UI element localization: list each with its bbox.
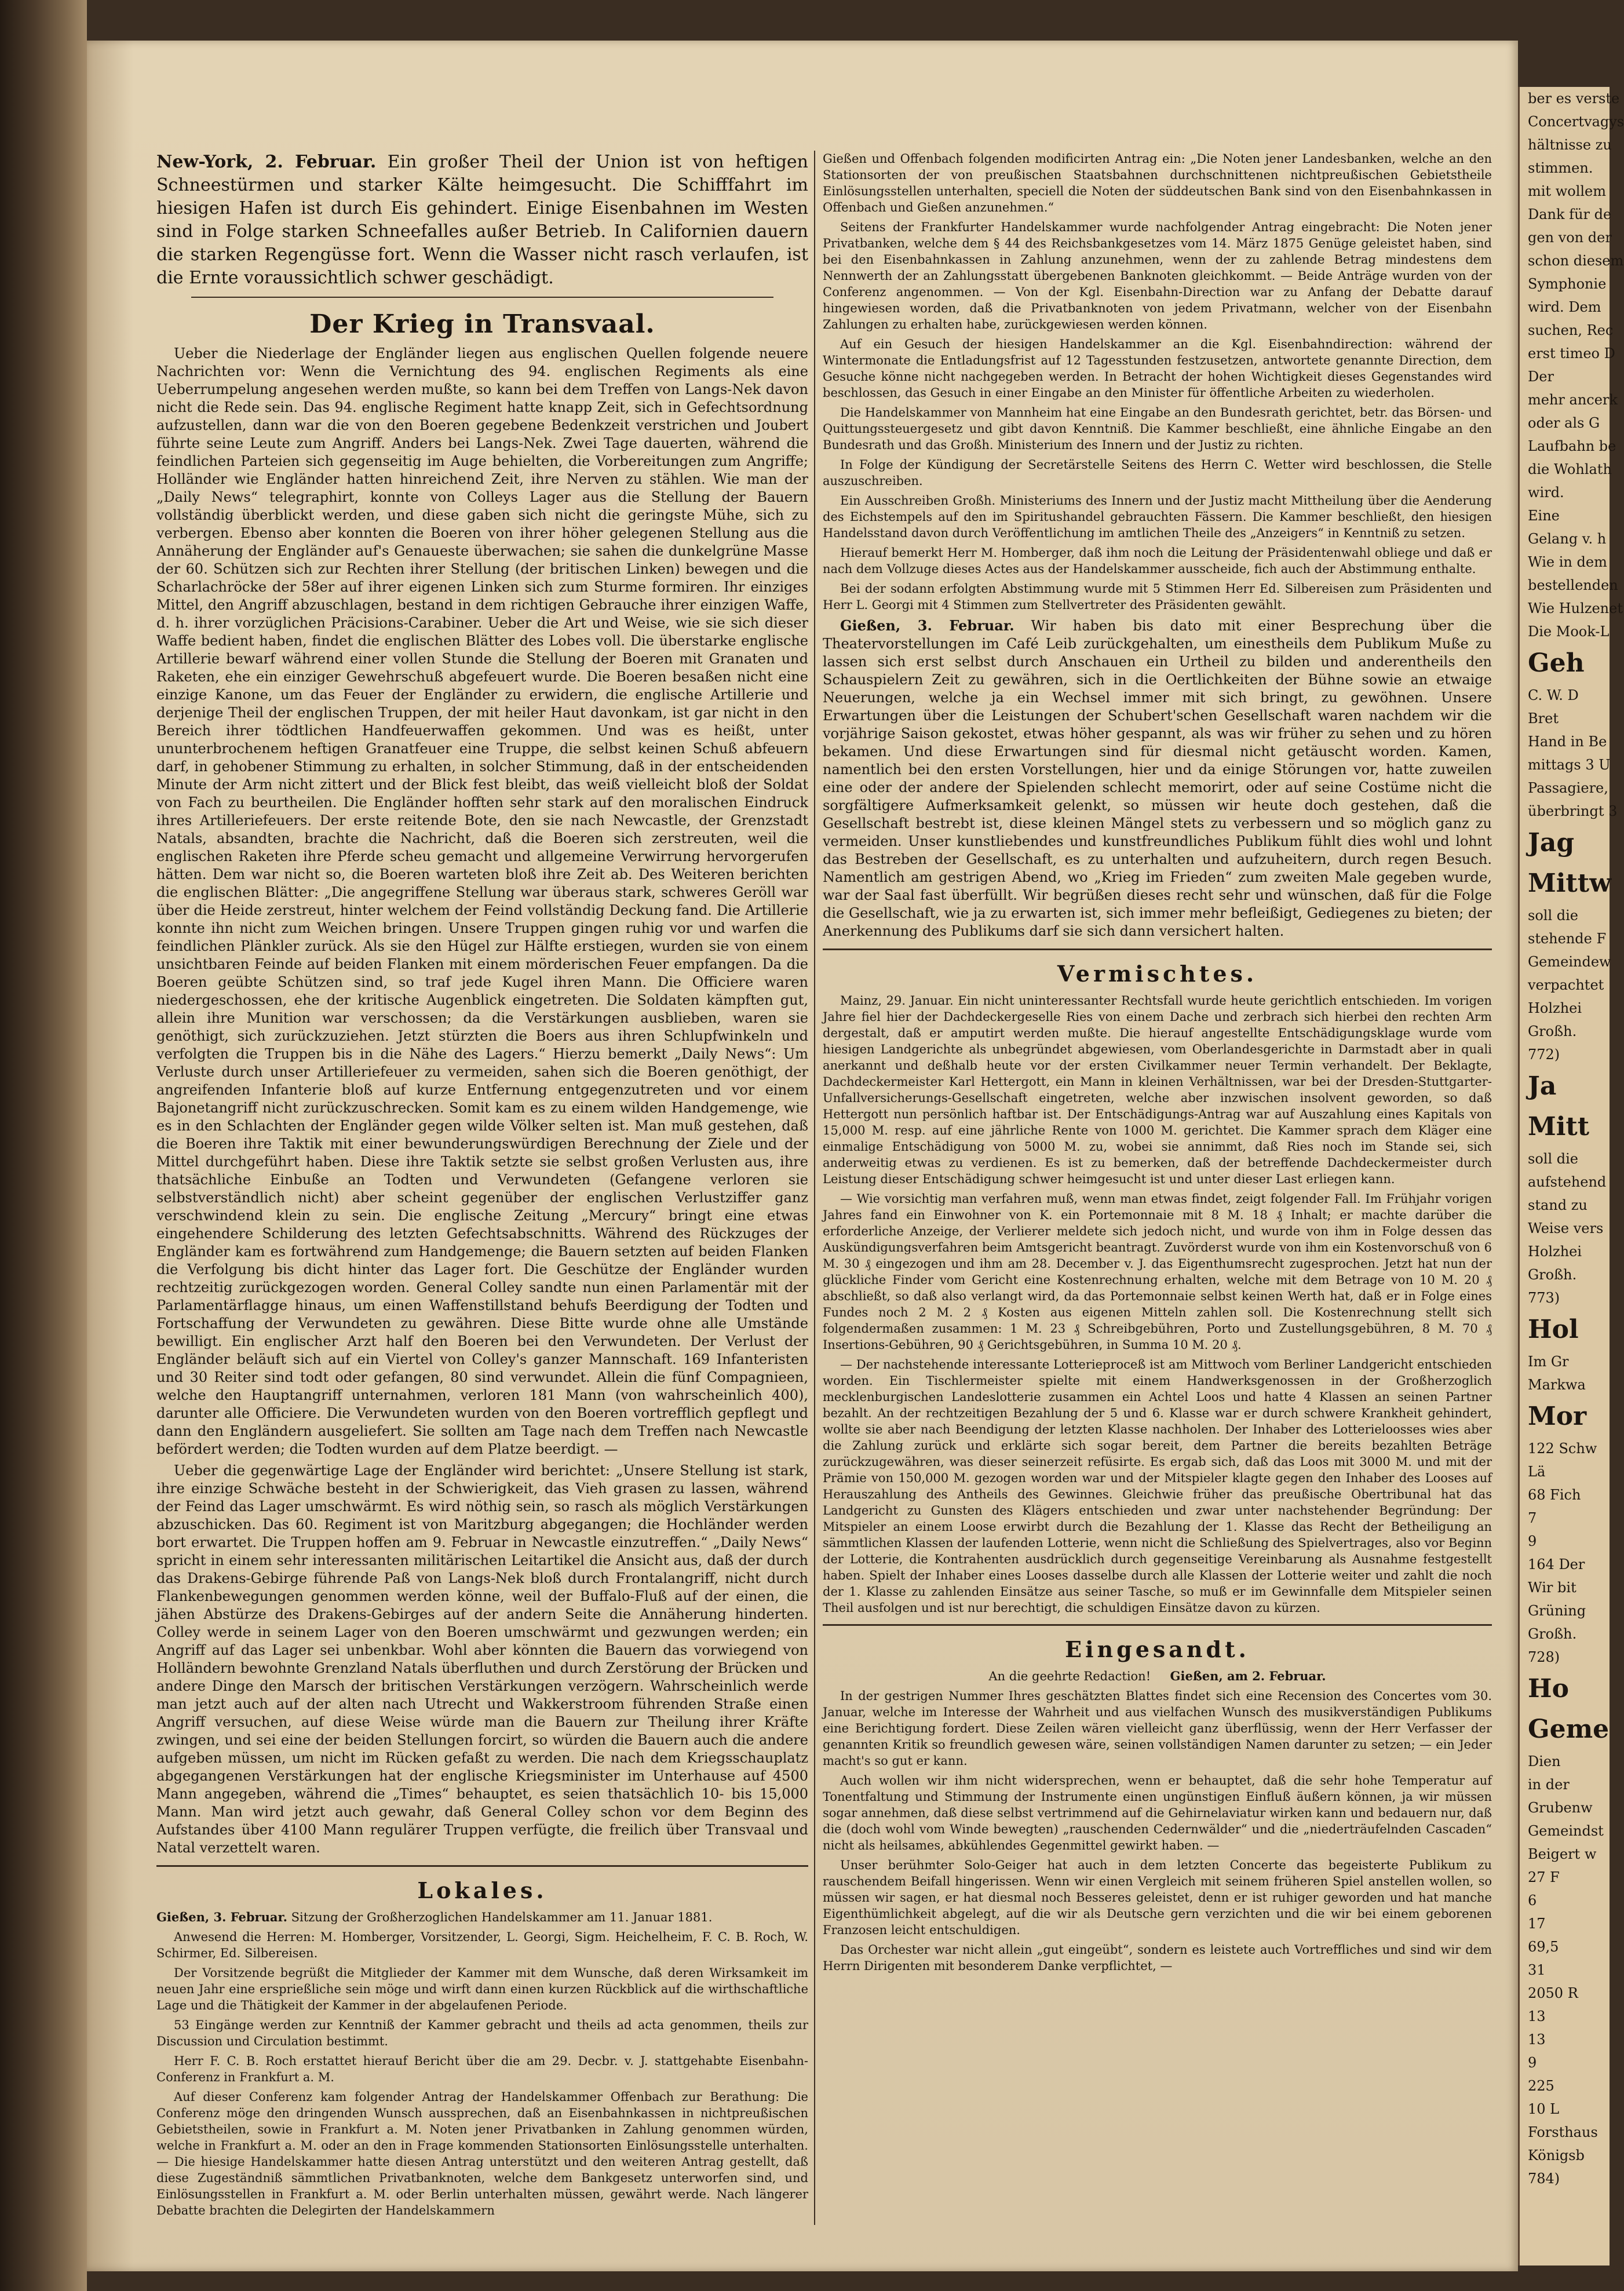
adjacent-page-text: Ja <box>1528 1071 1557 1101</box>
theater-dateline: Gießen, 3. Februar. <box>840 617 1014 634</box>
adjacent-page-text: Im Gr <box>1528 1354 1569 1370</box>
right-column <box>823 151 1492 2231</box>
theater-article <box>823 616 1492 940</box>
adjacent-page-text: Grubenw <box>1528 1800 1593 1816</box>
kammer-paragraph: Seitens der Frankfurter Handelskammer wurde nachfolgender Antrag eingebracht: Die Noten jener Privatbanken, welche dem § 44 des Reichsbankgesetzes vom 14. März 1875 Genüge geleistet haben, sind bei den Eisenbahnkassen in Zahlung anzunehmen, wenn der zu zahlende Betrag mindestens dem Nennwerth der an Zahlungsstatt übergebenen Banknoten gleichkommt. — Beide Anträge wurden von der Conferenz angenommen. — Von der Kgl. Eisenbahn-Direction war zu Anfang der Debatte darauf hingewiesen worden, daß die Privatbanknoten von jedem Privatmann, welcher von der Eisenbahn Zahlungen zu erhalten habe, zurückgewiesen werden können. <box>823 220 1492 331</box>
kammer-paragraph: Ein Ausschreiben Großh. Ministeriums des Innern und der Justiz macht Mittheilung über die Aenderung des Eichstempels auf den im Spiritushandel gebrauchten Fässern. Die Kammer beschließt, den hiesigen Handelsstand davon durch Veröffentlichung im amtlichen Theile des „Anzeigers“ in Kenntniß zu setzen. <box>823 494 1492 540</box>
adjacent-page-text: stimmen. <box>1528 160 1593 176</box>
adjacent-page-text: wird. <box>1528 484 1564 501</box>
column-divider <box>814 151 815 2225</box>
kammer-paragraph: In Folge der Kündigung der Secretärstelle Seitens des Herrn C. Wetter wird beschlossen, die Stelle auszuschreiben. <box>823 458 1492 488</box>
adjacent-page-text: Gemeindew <box>1528 954 1611 970</box>
vermischtes-paragraph: Mainz, 29. Januar. Ein nicht uninteressanter Rechtsfall wurde heute gerichtlich entschieden. Im vorigen Jahre fiel hier der Dachdeckergeselle Ries von einem Dache und zerbrach sich hierbei den rechten Arm dergestalt, daß er amputirt werden mußte. Die hierauf angestellte Entschädigungsklage wurde vom hiesigen Landgerichte als unbegründet abgewiesen, vom Oberlandesgerichte in Darmstadt aber in quali anerkannt und deßhalb heute vor der ersten Civilkammer neuer Termin verhandelt. Der Beklagte, Dachdeckermeister Karl Hettergott, ein Mann in kleinen Verhältnissen, war bei der Dresden-Stuttgarter-Unfallversicherungs-Gesellschaft eingetreten, welche aber inzwischen insolvent geworden, so daß Hettergott nun persönlich haftbar ist. Der Entschädigungs-Antrag war auf Auszahlung eines Kapitals von 15,000 M. resp. auf eine jährliche Rente von 1000 M. gerichtet. Die Kammer sprach dem Kläger eine einmalige Entschädigung von 5000 M. zu, wobei sie annimmt, daß Ries noch im Stande sei, sich anderweitig etwas zu verdienen. Es ist zu bemerken, daß der betreffende Dachdeckermeister durch Leistung dieser Entschädigung schwer heimgesucht ist und unter dieser Last erliegen kann. <box>823 994 1492 1186</box>
adjacent-page-text: Grüning <box>1528 1603 1586 1619</box>
lokales-heading: Lokales. <box>417 1877 548 1903</box>
adjacent-page-text: 27 F <box>1528 1869 1560 1885</box>
adjacent-page-text: mittags 3 U <box>1528 757 1611 773</box>
adjacent-page-text: 7 <box>1528 1510 1537 1526</box>
adjacent-page-text: Weise vers <box>1528 1220 1604 1236</box>
adjacent-page-text: Eine <box>1528 508 1560 524</box>
adjacent-page-text: 784) <box>1528 2170 1560 2187</box>
adjacent-page-text: stehende F <box>1528 931 1607 947</box>
eingesandt-heading: Eingesandt. <box>1065 1636 1250 1662</box>
adjacent-page-text: Laufbahn be <box>1528 438 1616 454</box>
adjacent-page-text: Geme <box>1528 1714 1610 1744</box>
left-column <box>156 151 808 2231</box>
eingesandt-paragraph: In der gestrigen Nummer Ihres geschätzten Blattes findet sich eine Recension des Concertes vom 30. Januar, welche im Interesse der Wahrheit und aus vielfachen Wunsch des musikverständigen Publikums eine Berichtigung fordert. Diese Zeilen wären vielleicht ganz überflüssig, wenn der Herr Verfasser der genannten Kritik so freundlich gewesen wäre, seinen vollständigen Namen darunter zu setzen; — ein Jeder macht's so gut er kann. <box>823 1689 1492 1768</box>
adjacent-page-text: mit wollem <box>1528 183 1607 199</box>
adjacent-page-text: Geh <box>1528 648 1585 678</box>
kammer-paragraph: Auf ein Gesuch der hiesigen Handelskammer an die Kgl. Eisenbahndirection: während der Wintermonate die Entladungsfrist auf 12 Tagesstunden festzusetzen, antwortete genannte Direction, dem Gesuche könne nicht nachgegeben werden. In Betracht der hohen Wichtigkeit dieses Gegenstandes wird beschlossen, das Gesuch in einer Eingabe an den Minister für öffentliche Arbeiten zu wiederholen. <box>823 337 1492 400</box>
adjacent-page-text: Holzhei <box>1528 1243 1582 1260</box>
eingesandt-paragraph: Unser berühmter Solo-Geiger hat auch in dem letzten Concerte das begeisterte Publikum zu rauschendem Beifall hingerissen. Wenn wir einen Vergleich mit seinem früheren Spiel anstellen wollen, so müssen wir sagen, er hat diesmal noch Besseres geleistet, denn er ist ruhiger geworden und hat manche Eigenthümlichkeit abgelegt, auf die wir als Deutsche gern verzichten und die wir bei einem geborenen Franzosen leicht entschuldigen. <box>823 1858 1492 1937</box>
adjacent-page-text: 164 Der <box>1528 1556 1585 1573</box>
newspaper-page <box>87 41 1518 2271</box>
adjacent-page-text: Gemeindst <box>1528 1823 1604 1839</box>
adjacent-page-text: oder als G <box>1528 415 1600 431</box>
adjacent-page-text: 13 <box>1528 2031 1546 2048</box>
adjacent-page-text: soll die <box>1528 1151 1578 1167</box>
adjacent-page-text: Mittw <box>1528 869 1611 898</box>
eingesandt-address <box>823 1668 1492 1684</box>
adjacent-page-text: verpachtet <box>1528 977 1604 993</box>
adjacent-page-text: 122 Schw <box>1528 1440 1597 1457</box>
adjacent-page-text: Holzhei <box>1528 1000 1582 1016</box>
newyork-text: Ein großer Theil der Union ist von heftigen Schneestürmen und starker Kälte heimgesucht. Die Schifffahrt im hiesigen Hafen ist durch Eis gehindert. Einige Eisenbahnen im Westen sind in Folge starken Schneefalles außer Betrieb. In Californien dauern die starken Regengüsse fort. Wenn die Wasser nicht rasch verlaufen, ist die Ernte voraussichtlich schwer geschädigt. <box>156 152 808 288</box>
lokales-paragraph: Herr F. C. B. Roch erstattet hierauf Bericht über die am 29. Decbr. v. J. stattgehabte Eisenbahn-Conferenz in Frankfurt a. M. <box>156 2054 808 2084</box>
section-rule <box>156 1865 808 1867</box>
adjacent-page-text: 2050 R <box>1528 1985 1578 2001</box>
kammer-paragraph: Die Handelskammer von Mannheim hat eine Eingabe an den Bundesrath gerichtet, betr. das Börsen- und Quittungssteuergesetz und gibt davon Kenntniß. Die Kammer beschließt, eine ähnliche Eingabe an den Bundesrath und das Großh. Ministerium des Innern und der Justiz zu richten. <box>823 406 1492 452</box>
vermischtes-heading: Vermischtes. <box>1057 961 1258 987</box>
eingesandt-salutation: An die geehrte Redaction! <box>988 1669 1151 1683</box>
adjacent-page-text: Der <box>1528 369 1554 385</box>
lokales-paragraph: Anwesend die Herren: M. Homberger, Vorsitzender, L. Georgi, Sigm. Heichelheim, F. C. B. Roch, W. Schirmer, Ed. Silbereisen. <box>156 1930 808 1960</box>
lokales-dateline: Gießen, 3. Februar. <box>156 1910 287 1924</box>
eingesandt-paragraph: Das Orchester war nicht allein „gut eingeübt“, sondern es leistete auch Vortreffliches und sind wir dem Herrn Dirigenten mit besonderem Danke verpflichtet, — <box>823 1943 1492 1973</box>
adjacent-page-text: 728) <box>1528 1649 1560 1665</box>
adjacent-page-text: die Wohlath <box>1528 461 1612 477</box>
kammer-paragraph: Bei der sodann erfolgten Abstimmung wurde mit 5 Stimmen Herr Ed. Silbereisen zum Präsidenten und Herr L. Georgi mit 4 Stimmen zum Stellvertreter des Präsidenten gewählt. <box>823 582 1492 612</box>
adjacent-page-text: Lä <box>1528 1464 1546 1480</box>
adjacent-page-text: Großh. <box>1528 1626 1577 1642</box>
kammer-paragraph: Gießen und Offenbach folgenden modificirten Antrag ein: „Die Noten jener Landesbanken, welche an den Stationsorten der von preußischen Staatsbahnen durchschnittenen nichtpreußischen Gebietstheile Einlösungsstellen unterhalten, speciell die Noten der süddeutschen Bank sind von den Eisenbahnkassen in Offenbach und Gießen anzunehmen.“ <box>823 152 1492 214</box>
lokales-session <box>156 1909 808 1925</box>
adjacent-page-text: überbringt 3 <box>1528 803 1618 819</box>
adjacent-page-text: 69,5 <box>1528 1939 1559 1955</box>
adjacent-page-text: aufstehend <box>1528 1174 1607 1190</box>
adjacent-page-text: 772) <box>1528 1046 1560 1063</box>
newyork-article <box>156 151 808 290</box>
adjacent-page-text: wird. Dem <box>1528 299 1601 315</box>
adjacent-page-text: gen von der <box>1528 229 1612 246</box>
adjacent-page-text: Dank für de <box>1528 206 1612 222</box>
adjacent-page-text: ber es verste <box>1528 90 1620 107</box>
section-rule <box>191 297 773 298</box>
adjacent-page-text: Jag <box>1528 828 1575 858</box>
adjacent-page-text: 13 <box>1528 2008 1546 2024</box>
theater-text: Wir haben bis dato mit einer Besprechung über die Theatervorstellungen im Café Leib zurückgehalten, um einestheils dem Publikum Muße zu lassen sich erst selbst durch Anschauen ein Urtheil zu bilden und anderentheils den Schauspielern Zeit zu gewähren, sich in die Oertlichkeiten der Bühne sowie an etwaige Neuerungen, welche ja ein Wechsel immer mit sich bringt, zu gewöhnen. Unsere Erwartungen über die Leistungen der Schubert'schen Gesellschaft waren nachdem wir die vorjährige Saison gekostet, etwas höher gespannt, als was wir früher zu sehen und zu hören bekamen. Und diese Erwartungen sind für diesmal nicht getäuscht worden. Kamen, namentlich bei den ersten Vorstellungen, hier und da einige Störungen vor, hatte zuweilen eine oder der andere der Spielenden schlecht memorirt, oder auf seine Costüme nicht die sorgfältigere Aufmerksamkeit gelenkt, so müssen wir heute doch gestehen, daß die Gesellschaft bestrebt ist, diese kleinen Mängel stets zu verbessern und so möglich ganz zu vermeiden. Unser kunstliebendes und kunstfreundliches Publikum fühlt dies wohl und lohnt das Bestreben der Gesellschaft, es zu unterhalten und aufzuheitern, durch regen Besuch. Namentlich am gestrigen Abend, wo „Krieg im Frieden“ zum zweiten Male gegeben wurde, war der Saal fast überfüllt. Wir begrüßen dieses recht sehr und wünschen, daß für die Folge die Gesellschaft, wie ja zu erwarten ist, sich immer mehr befleißigt, Gediegenes zu bieten; der Anerkennung des Publikums darf sie sich dann versichert halten. <box>823 618 1492 939</box>
adjacent-page-text: Dien <box>1528 1753 1561 1770</box>
adjacent-page-text: 31 <box>1528 1962 1546 1978</box>
adjacent-page-text: Wir bit <box>1528 1579 1576 1596</box>
adjacent-page-text: hältnisse zu <box>1528 137 1612 153</box>
adjacent-page-text: Großh. <box>1528 1267 1577 1283</box>
adjacent-page-text: 10 L <box>1528 2101 1560 2117</box>
adjacent-page-text: erst timeo D <box>1528 345 1615 362</box>
adjacent-page-text: mehr ancerk <box>1528 392 1618 408</box>
transvaal-paragraph-1: Ueber die Niederlage der Engländer liegen aus englischen Quellen folgende neuere Nachrichten vor: Wenn die Vernichtung des 94. englischen Regiments als eine Ueberrumpelung angesehen werden mußte, so kann bei dem Treffen von Langs-Nek davon nicht die Rede sein. Das 94. englische Regiment hatte knapp Zeit, sich in Gefechtsordnung aufzustellen, dann war die von den Boeren gegebene Bedenkzeit verstrichen und Joubert führte seine Leute zum Angriff. Anders bei Langs-Nek. Zwei Tage dauerten, während die feindlichen Parteien sich gegenseitig im Auge behielten, die Vorbereitungen zum Angriffe; Holländer wie Engländer hatten hinreichend Zeit, ihre Nerven zu stählen. Wie man der „Daily News“ telegraphirt, konnte von Colleys Lager aus die Stellung der Bauern vollständig überblickt werden, und diese gaben sich nicht die geringste Mühe, sich zu verbergen. Ebenso aber konnten die Boeren von ihrer höher gelegenen Stellung aus die Annäherung der Engländer auf's Genaueste überwachen; sie sahen die dunkelgrüne Masse der 60. Schützen sich zur Rechten ihrer Stellung (der britischen Linken) bewegen und die Scharlachröcke der 58er auf ihrer eigenen Linken sich zum Sturme formiren. Ihr einziges Mittel, den Angriff abzuschlagen, bestand in dem richtigen Gebrauche ihrer einzigen Waffe, d. h. ihrer vorzüglichen Präcisions-Carabiner. Ueber die Art und Weise, wie sie sich dieser Waffe bedient haben, findet die englischen Blätter des Lobes voll. Die überstarke englische Artillerie bewarf während einer vollen Stunde die Stellung der Boeren mit Granaten und Raketen, ehe ein einziger Gewehrschuß abgefeuert wurde. Die Boeren besaßen nicht eine einzige Kanone, um das Feuer der Engländer zu erwidern, die englische Artillerie und derjenige Theil der englischen Truppen, der mit heiler Haut davonkam, ist gar nicht in den Bereich ihrer tödtlichen Handfeuerwaffen gekommen. Und was es heißt, unter ununterbrochenem heftigen Granatfeuer eine Truppe, die selbst keinen Schuß abfeuern darf, in gehobener Stimmung zu erhalten, in solcher Stimmung, daß in der entscheidenden Minute der Arm nicht zittert und der Blick fest bleibt, das weiß vielleicht bloß der Soldat von Fach zu beurtheilen. Die Engländer hofften sehr stark auf den moralischen Eindruck ihres Artilleriefeuers. Der erste reitende Bote, den sie nach Newcastle, der Grenzstadt Natals, absandten, brachte die Nachricht, daß die Boeren sich zerstreuten, weil die englischen Raketen ihre Pferde scheu gemacht und allgemeine Verwirrung hervorgerufen hätten. Dem war nicht so, die Boeren warteten bloß ihre Zeit ab. Des Weiteren berichten die englischen Blätter: „Die angegriffene Stellung war überaus stark, schweres Geröll war über die Heide zerstreut, hinter welchem der Feind vollständig Deckung fand. Die Artillerie konnte ihn nicht zum Weichen bringen. Unsere Truppen gingen ruhig vor und warfen die feindlichen Plänkler zurück. Als sie den Hügel zur Hälfte erstiegen, wurden sie von einem unsichtbaren Feinde auf beiden Flanken mit einem mörderischen Feuer empfangen. Da die Boeren geübte Schützen sind, so traf jede Kugel ihren Mann. Die Officiere waren niedergeschossen, ehe der kritische Augenblick eingetreten. Die Soldaten kämpften gut, allein ihre Munition war verschossen; da die Verstärkungen ausblieben, waren sie genöthigt, sich zurückzuziehen. Jetzt stürzten die Boers aus ihren Schlupfwinkeln und verfolgten die Truppen bis in die Nähe des Lagers.“ Hierzu bemerkt „Daily News“: Um Verluste durch unser Artilleriefeuer zu vermeiden, sahen sich die Boeren genöthigt, der angreifenden Infanterie bloß auf kurze Entfernung entgegenzutreten und vor einem Bajonetangriff nicht zurückzuschrecken. Somit kam es zu einem wilden Handgemenge, wie es in den Schlachten der Engländer gegen wilde Völker selten ist. Man muß gestehen, daß die Boeren ihre Taktik mit einer bewunderungswürdigen Berechnung der Ziele und der Mittel durchgeführt haben. Diese ihre Taktik setzte sie selbst großen Verlusten aus, ihre thatsächliche Einbuße an Todten und Verwundeten (Gefangene verloren sie selbstverständlich nicht) aber scheint gegenüber der englischen Verlustziffer ganz verschwindend klein zu sein. Die englische Zeitung „Mercury“ bringt eine etwas eingehendere Schilderung des letzten Gefechtsabschnitts. Während des Rückzuges der Engländer kam es fortwährend zum Handgemenge; die Bauern setzten auf beiden Flanken die Verfolgung bis dicht hinter das Lager fort. Die Geschütze der Engländer wurden rechtzeitig zurückgezogen worden. General Colley sandte nun einen Parlamentär mit der Parlamentärflagge hinaus, um einen Waffenstillstand behufs Beerdigung der Todten und Fortschaffung der Verwundeten zu gewähren. Diese Bitte wurde ohne alle Umstände bewilligt. Ein englischer Arzt half den Boeren bei den Verwundeten. Der Verlust der Engländer beläuft sich auf ein Viertel von Colley's ganzer Mannschaft. 169 Infanteristen und 30 Reiter sind todt oder gefangen, 80 sind verwundet. Allein die fünf Compagnieen, welche den Hauptangriff unternahmen, verloren 181 Mann (von wahrscheinlich 400), darunter alle Officiere. Die Verwundeten wurden von den Boeren vortrefflich gepflegt und dann den Engländern ausgeliefert. Sie sollten am Tage nach dem Treffen nach Newcastle befördert werden; die Todten wurden auf dem Platze beerdigt. — <box>156 345 808 1457</box>
adjacent-page-text: Mitt <box>1528 1112 1590 1141</box>
section-rule <box>823 948 1492 950</box>
vermischtes-paragraph: — Der nachstehende interessante Lotterieproceß ist am Mittwoch vom Berliner Landgericht entschieden worden. Ein Tischlermeister spielte mit einem Handwerksgenossen in der Großherzoglich mecklenburgischen Landeslotterie zusammen ein Achtel Loos und hatte 4 Klassen an seinen Partner bezahlt. An der rechtzeitigen Bezahlung der 5 und 6. Klasse war er durch schwere Krankheit gehindert, wollte sie aber nach Beendigung der letzten Klasse nachholen. Der Inhaber des Lotterieloosses wies aber die Zahlung zurück und erklärte sich sogar bereit, dem Partner die bereits bezahlten Beträge zurückzugewähren, was dieser seinerzeit refüsirte. Es ergab sich, daß das Loos mit 3000 M. und mit der Prämie von 150,000 M. gezogen worden war und der Mitspieler klagte gegen den Inhaber des Looses auf Herauszahlung des Antheils des Gewinnes. Gleichwie früher das preußische Obertribunal hat das Landgericht zu Gunsten des Klägers entschieden und zwar unter nachstehender Begründung: Der Mitspieler an einem Loose erwirbt durch die Bezahlung der 1. Klasse das Recht der Betheiligung an sämmtlichen Klassen der laufenden Lotterie, wenn nicht die Schließung des Spielvertrages, also vor Beginn der Lotterie, die Kontrahenten ausdrücklich durch gegenseitige Vereinbarung als Ausnahme festgestellt haben. Spielt der Inhaber eines Looses dasselbe durch alle Klassen der Lotterie weiter und zahlt die noch der 1. Klasse zu zahlenden Einsätze aus seiner Tasche, so muß er im Gewinnfalle dem Mitspieler seinen Theil ausfolgen und ist nur berechtigt, die schuldigen Einsätze davon zu kürzen. <box>823 1358 1492 1615</box>
newyork-dateline: New-York, 2. Februar. <box>156 152 377 172</box>
adjacent-page-text: Bret <box>1528 710 1559 727</box>
adjacent-page-text: Hand in Be <box>1528 734 1607 750</box>
adjacent-page-text: 9 <box>1528 2055 1537 2071</box>
adjacent-page-text: Mor <box>1528 1402 1587 1431</box>
adjacent-page-text: Hol <box>1528 1315 1579 1344</box>
transvaal-heading: Der Krieg in Transvaal. <box>309 309 655 339</box>
adjacent-page-text: 6 <box>1528 1892 1537 1909</box>
adjacent-page-text: 773) <box>1528 1290 1560 1306</box>
adjacent-page-text: 9 <box>1528 1533 1537 1549</box>
adjacent-page-text: suchen, Rec <box>1528 322 1614 338</box>
kammer-paragraph: Hierauf bemerkt Herr M. Homberger, daß ihm noch die Leitung der Präsidentenwahl obliege und daß er nach dem Vollzuge dieses Actes aus der Handelskammer ausscheide, fich auch der Abstimmung enthalte. <box>823 546 1492 576</box>
adjacent-page-text: Die Mook-L <box>1528 623 1610 640</box>
adjacent-page-text: Passagiere, <box>1528 780 1608 796</box>
adjacent-page-text: Großh. <box>1528 1023 1577 1039</box>
adjacent-page-text: Wie Hulzenet <box>1528 600 1623 616</box>
adjacent-page-fragment <box>1518 87 1624 2266</box>
adjacent-page-text: in der <box>1528 1776 1570 1793</box>
adjacent-page-text: bestellenden <box>1528 577 1618 593</box>
vermischtes-paragraph: — Wie vorsichtig man verfahren muß, wenn man etwas findet, zeigt folgender Fall. Im Frühjahr vorigen Jahres fand ein Einwohner von K. ein Portemonnaie mit 8 M. 18 ₰ Inhalt; er machte darüber die erforderliche Anzeige, der Verlierer meldete sich jedoch nicht, und wurde von ihm in Folge dessen das Auskündigungsverfahren beim Amtsgericht beantragt. Zuvörderst wurde von ihm ein Kostenvorschuß von 6 M. 30 ₰ eingezogen und ihm am 28. December v. J. das Eigenthumsrecht zugesprochen. Jetzt hat nun der glückliche Finder vom Gericht eine Kostenrechnung erhalten, welche mit dem Betrage von 10 M. 20 ₰ abschließt, so daß also verlangt wird, da das Portemonnaie selbst keinen Werth hat, daß er in Folge eines Fundes noch 2 M. 2 ₰ Kosten aus eigenen Mitteln zahlen soll. Die Kostenrechnung stellt sich folgendermaßen zusammen: 1 M. 23 ₰ Schreibgebühren, Porto und Zustellungsgebühren, 8 M. 70 ₰ Insertions-Gebühren, 90 ₰ Gerichtsgebühren, in Summa 10 M. 20 ₰. <box>823 1192 1492 1352</box>
section-rule <box>823 1624 1492 1626</box>
adjacent-page-text: schon diesem <box>1528 253 1624 269</box>
adjacent-page-text: soll die <box>1528 907 1578 924</box>
lokales-paragraph: 53 Eingänge werden zur Kenntniß der Kammer gebracht und theils ad acta genommen, theils zur Discussion und Circulation bestimmt. <box>156 2018 808 2048</box>
adjacent-page-text: stand zu <box>1528 1197 1587 1213</box>
adjacent-page-text: Markwa <box>1528 1377 1586 1393</box>
adjacent-page-text: 225 <box>1528 2078 1554 2094</box>
adjacent-page-text: Forsthaus <box>1528 2124 1598 2140</box>
adjacent-page-text: 68 Fich <box>1528 1487 1581 1503</box>
lokales-paragraph: Der Vorsitzende begrüßt die Mitglieder der Kammer mit dem Wunsche, daß deren Wirksamkeit im neuen Jahr eine ersprießliche sein möge und wirft dann einen kurzen Rückblick auf die wirthschaftliche Lage und die Thätigkeit der Kammer in der abgelaufenen Periode. <box>156 1966 808 2012</box>
adjacent-page-text: C. W. D <box>1528 687 1579 703</box>
lokales-session-title: Sitzung der Großherzoglichen Handelskammer am 11. Januar 1881. <box>291 1910 713 1924</box>
adjacent-page-text: Concertvagys <box>1528 114 1624 130</box>
lokales-paragraph: Auf dieser Conferenz kam folgender Antrag der Handelskammer Offenbach zur Berathung: Die Conferenz möge den dringenden Wunsch aussprechen, daß an Eisenbahnkassen in nichtpreußischen Gebietstheilen, sowie in Frankfurt a. M. Noten jener Privatbanken in Zahlung genommen würden, welche in Frankfurt a. M. oder an den in Frage kommenden Stationsorten Einlösungsstelle unterhalten. — Die hiesige Handelskammer hatte diesen Antrag unterstützt und den weiteren Antrag gestellt, daß diese Zugeständniß sämmtlichen Privatbanknoten, welche dem Bankgesetz unterworfen sind, und Einlösungsstellen in Frankfurt a. M. oder Berlin unterhalten müssen, gewährt werde. Nach längerer Debatte brachten die Delegirten der Handelskammern <box>156 2090 808 2217</box>
adjacent-page-text: Ho <box>1528 1674 1569 1703</box>
adjacent-page-text: Gelang v. h <box>1528 531 1607 547</box>
adjacent-page-text: Königsb <box>1528 2147 1585 2164</box>
transvaal-paragraph-2: Ueber die gegenwärtige Lage der Engländer wird berichtet: „Unsere Stellung ist stark, ihre einzige Schwäche besteht in der Schwierigkeit, das Vieh grasen zu lassen, während der Feind das Lager umschwärmt. Es wird nöthig sein, so rasch als möglich Verstärkungen abzuschicken. Das 60. Regiment ist von Maritzburg abgegangen; die Hochländer werden bort erwartet. Die Truppen hoffen am 9. Februar in Newcastle einzutreffen.“ „Daily News“ spricht in einem sehr interessanten militärischen Leitartikel die Ansicht aus, daß der durch das Drakens-Gebirge führende Paß von Langs-Nek bloß durch Frontalangriff, nicht durch Flankenbewegungen genommen werden könne, weil der Buffalo-Fluß auf der einen, die jähen Abstürze des Drakens-Gebirges auf der andern Seite die Annäherung hinderten. Colley werde in seinem Lager von den Boeren umschwärmt und gezwungen werden; ein Angriff auf das Lager sei unbenkbar. Wohl aber könnten die Bauern das vorwiegend von Holländern bewohnte Grenzland Natals überfluthen und durch Zerstörung der Brücken und andere Dinge den Marsch der britischen Verstärkungen verzögern. Wahrscheinlich werde man jetzt auch auf der alten nach Utrecht und Wakkerstroom führenden Straße einen Angriff versuchen, auf diese Weise würde man die Bauern zur Theilung ihrer Kräfte zwingen, und sei eine der beiden Stellungen forcirt, so würden die Bauern auch die andere aufgeben müssen, um nicht im Rücken gefaßt zu werden. Die nach dem Kriegsschauplatz abgegangenen Verstärkungen hat der englische Kriegsminister im Unterhause auf 4500 Mann angegeben, während die „Times“ behauptet, es seien thatsächlich 10- bis 15,000 Mann. Man wird jetzt auch gewahr, daß General Colley schon vor dem Beginn des Aufstandes über 4100 Mann regulärer Truppen verfügte, die freilich über Transvaal und Natal verzettelt waren. <box>156 1462 808 1856</box>
adjacent-page-text: 17 <box>1528 1916 1546 1932</box>
adjacent-page-text: Beigert w <box>1528 1846 1597 1862</box>
book-spine <box>0 0 87 2291</box>
adjacent-page-text: Wie in dem <box>1528 554 1607 570</box>
eingesandt-dateline: Gießen, am 2. Februar. <box>1170 1669 1326 1683</box>
eingesandt-paragraph: Auch wollen wir ihm nicht widersprechen, wenn er behauptet, daß die sehr hohe Temperatur auf Tonentfaltung und Stimmung der Instrumente einen ungünstigen Einfluß äußern können, ja wir müssen sogar annehmen, daß diese selbst vertrimmend auf die Gehirnelaviatur wirken kann und bedauern nur, daß die (doch wohl vom Winde bewegten) „rauschenden Cedernwälder“ und die „niederträufelnden Cascaden“ nicht als heilsames, abkühlendes Gegenmittel gewirkt haben. — <box>823 1774 1492 1852</box>
adjacent-page-text: Symphonie <box>1528 276 1607 292</box>
